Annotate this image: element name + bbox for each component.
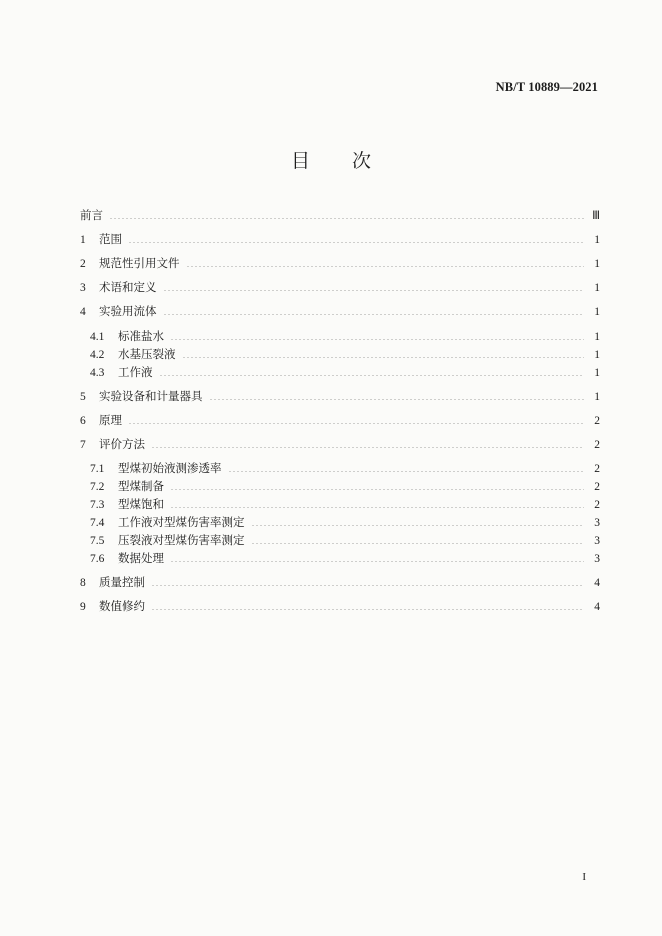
dot-leader	[182, 357, 585, 358]
dot-leader	[151, 585, 584, 586]
toc-subentry[interactable]	[90, 328, 600, 344]
toc-entry[interactable]	[80, 231, 600, 247]
dot-leader	[163, 290, 585, 291]
toc-entry-number: 9	[80, 601, 86, 613]
toc-entry-number: 8	[80, 577, 86, 589]
dot-leader	[170, 507, 584, 508]
toc-entry-page: 1	[594, 258, 600, 270]
toc-entry[interactable]	[80, 598, 600, 614]
toc-entry-page: 1	[594, 391, 600, 403]
toc-entry-number: 5	[80, 391, 86, 403]
toc-subentry[interactable]	[90, 514, 600, 530]
toc-subentry[interactable]	[90, 532, 600, 548]
toc-entry-label: 实验用流体	[99, 304, 157, 318]
toc-entry-label: 术语和定义	[99, 280, 157, 294]
toc-entry-label: 评价方法	[99, 437, 145, 451]
toc-entry-label: 水基压裂液	[118, 347, 176, 361]
toc-subentry[interactable]	[90, 478, 600, 494]
dot-leader	[209, 399, 585, 400]
toc-entry-number: 7.2	[90, 481, 105, 493]
toc-entry-label: 型煤初始液测渗透率	[118, 461, 222, 475]
toc-entry-page: 3	[594, 553, 600, 565]
toc-entry-label: 范围	[99, 232, 122, 246]
toc-entry-label: 数值修约	[99, 599, 145, 613]
toc-entry[interactable]	[80, 255, 600, 271]
toc-entry[interactable]	[80, 574, 600, 590]
toc-entry-number: 4.1	[90, 331, 105, 343]
toc-entry-page: 2	[594, 439, 600, 451]
dot-leader	[170, 561, 584, 562]
toc-entry-number: 4.3	[90, 367, 105, 379]
page-number: I	[582, 871, 586, 883]
toc-entry[interactable]	[80, 303, 600, 319]
toc-entry-label: 数据处理	[118, 551, 164, 565]
toc-entry-page: 1	[594, 282, 600, 294]
toc-entry-number: 4	[80, 306, 86, 318]
toc-entry-page: 3	[594, 535, 600, 547]
toc-entry-number: 4.2	[90, 349, 105, 361]
toc-title-part1: 目	[290, 150, 310, 172]
toc-subentry[interactable]	[90, 550, 600, 566]
toc-entry-label: 前言	[80, 208, 103, 222]
toc-entry-number: 1	[80, 234, 86, 246]
dot-leader	[186, 266, 585, 267]
toc-entry-label: 工作液	[118, 365, 153, 379]
toc-subentry[interactable]	[90, 460, 600, 476]
toc-entry-label: 规范性引用文件	[99, 256, 180, 270]
dot-leader	[251, 543, 585, 544]
toc-title-part2: 次	[352, 150, 372, 172]
toc-entry-page: 1	[594, 331, 600, 343]
toc-entry-label: 质量控制	[99, 575, 145, 589]
toc-entry-number: 3	[80, 282, 86, 294]
toc-entry-number: 7	[80, 439, 86, 451]
dot-leader	[151, 447, 584, 448]
toc-entry-page: 2	[594, 499, 600, 511]
toc-entry-number: 7.6	[90, 553, 105, 565]
toc-entry-label: 原理	[99, 413, 122, 427]
toc-entry-page: 4	[594, 601, 600, 613]
toc-entry-foreword[interactable]	[80, 207, 600, 223]
dot-leader	[251, 525, 585, 526]
toc-subentry[interactable]	[90, 346, 600, 362]
toc-entry-page: 2	[594, 415, 600, 427]
toc-entry-page: 1	[594, 349, 600, 361]
standard-number: NB/T 10889—2021	[495, 80, 598, 94]
toc-entry[interactable]	[80, 436, 600, 452]
toc-entry-page: 1	[594, 306, 600, 318]
toc-entry[interactable]	[80, 388, 600, 404]
toc-entry-label: 工作液对型煤伤害率测定	[118, 515, 245, 529]
toc-entry-number: 6	[80, 415, 86, 427]
toc-entry-label: 实验设备和计量器具	[99, 389, 203, 403]
dot-leader	[159, 375, 585, 376]
dot-leader	[128, 423, 584, 424]
toc-entry-label: 型煤饱和	[118, 497, 164, 511]
dot-leader	[163, 314, 585, 315]
toc-entry-page: 2	[594, 481, 600, 493]
dot-leader	[170, 489, 584, 490]
toc-entry-label: 型煤制备	[118, 479, 164, 493]
toc-entry-page: 2	[594, 463, 600, 475]
toc-entry-number: 7.4	[90, 517, 105, 529]
toc-entry-number: 7.5	[90, 535, 105, 547]
toc-entry-number: 2	[80, 258, 86, 270]
toc-entry-page: Ⅲ	[592, 210, 600, 222]
toc-entry-label: 标准盐水	[118, 329, 164, 343]
toc-subentry[interactable]	[90, 364, 600, 380]
dot-leader	[128, 242, 584, 243]
toc-entry-number: 7.1	[90, 463, 105, 475]
dot-leader	[228, 471, 585, 472]
toc-entry[interactable]	[80, 412, 600, 428]
toc-entry-label: 压裂液对型煤伤害率测定	[118, 533, 245, 547]
dot-leader	[109, 218, 584, 219]
toc-entry-page: 1	[594, 367, 600, 379]
toc-entry-page: 3	[594, 517, 600, 529]
toc-subentry[interactable]	[90, 496, 600, 512]
toc-entry[interactable]	[80, 279, 600, 295]
toc-entry-number: 7.3	[90, 499, 105, 511]
dot-leader	[151, 609, 584, 610]
toc-entry-page: 1	[594, 234, 600, 246]
dot-leader	[170, 339, 584, 340]
toc-entry-page: 4	[594, 577, 600, 589]
toc-title	[0, 146, 662, 173]
